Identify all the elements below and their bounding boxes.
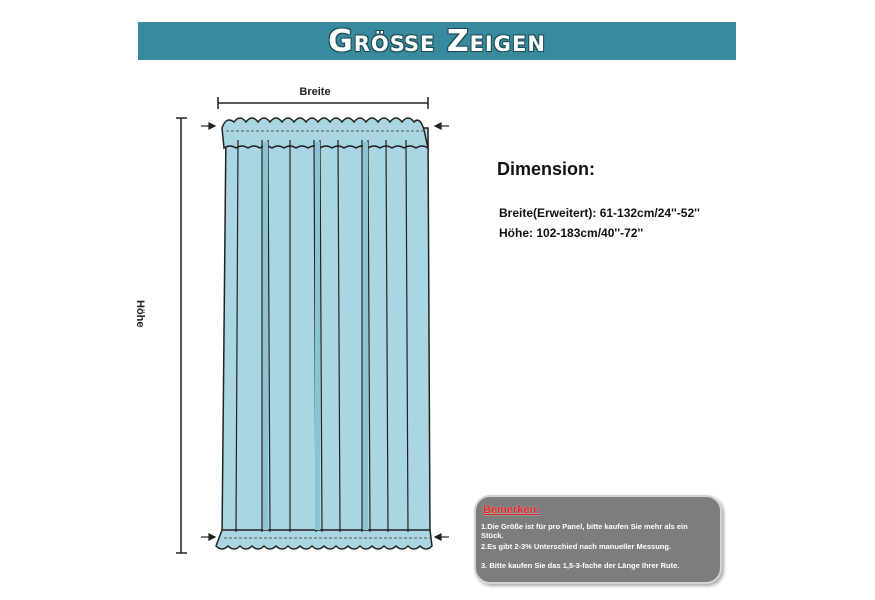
bottom-rod-pocket (216, 530, 432, 549)
width-spec: Breite(Erweitert): 61-132cm/24''-52'' (499, 206, 700, 220)
curtain-panel (216, 118, 432, 549)
arrow-right-icon (201, 534, 215, 540)
width-label: Breite (299, 86, 331, 98)
note-item: 1.Die Größe ist für pro Panel, bitte kaufen Sie mehr als ein Stück. (481, 522, 688, 540)
height-dimension-line (176, 118, 187, 553)
notes-title: Bemerken: (483, 504, 540, 516)
height-label: Höhe (134, 300, 146, 328)
page-title: Größe Zeigen (328, 23, 546, 59)
notes-box (474, 495, 722, 584)
arrow-left-icon (435, 534, 449, 540)
arrow-right-icon (201, 123, 215, 129)
arrow-left-icon (435, 123, 449, 129)
dimension-heading: Dimension: (497, 159, 596, 179)
width-dimension-line (218, 97, 428, 109)
note-item: 2.Es gibt 2-3% Unterschied nach manueller Messung. (481, 542, 672, 551)
note-item: 3. Bitte kaufen Sie das 1,5-3-fache der Länge Ihrer Rute. (481, 561, 680, 570)
top-rod-pocket (222, 118, 428, 148)
height-spec: Höhe: 102-183cm/40''-72'' (499, 226, 644, 240)
